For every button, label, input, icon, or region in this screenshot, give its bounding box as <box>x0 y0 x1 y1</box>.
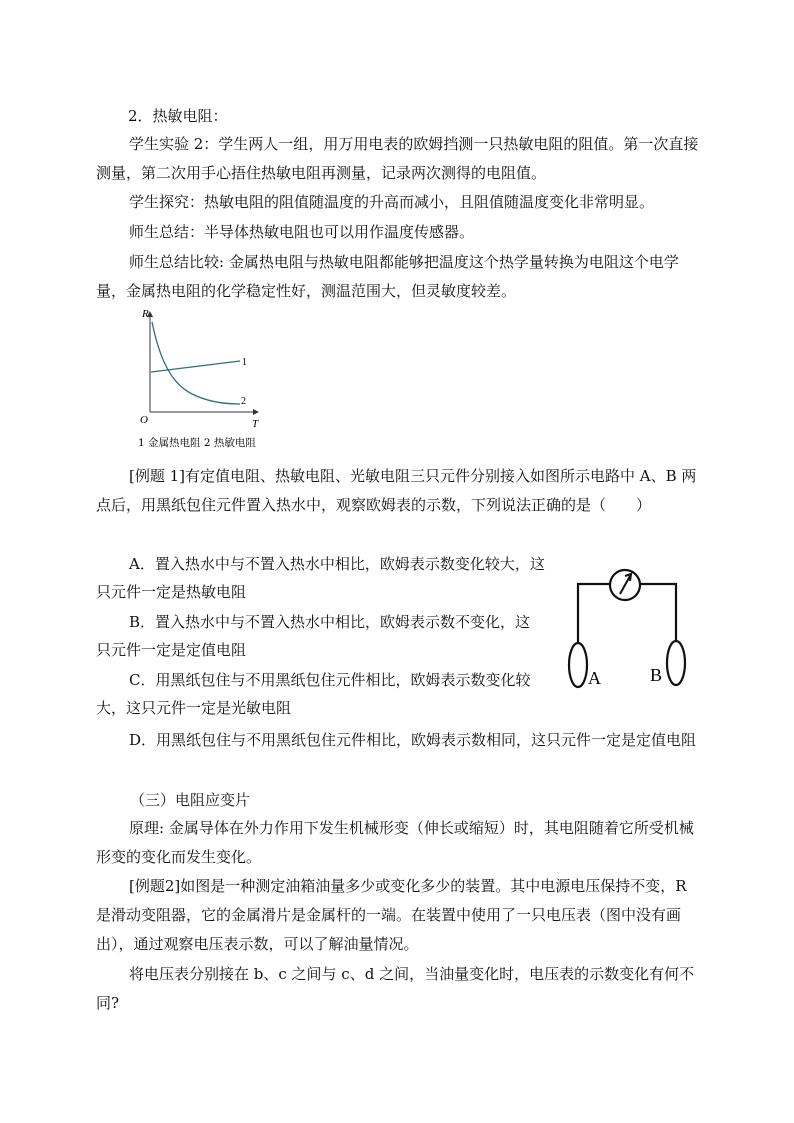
origin-label: O <box>140 414 148 426</box>
paragraph-explore: 学生探究：热敏电阻的阻值随温度的升高而减小，且阻值随温度变化非常明显。 <box>129 193 655 211</box>
paragraph-comparison: 师生总结比较: 金属热电阻与热敏电阻都能够把温度这个热学量转换为电阻这个电学量，金属热电阻的化学稳定性好，测温范围大，但灵敏度较差。 <box>96 253 679 300</box>
section-title-strain-gauge: （三）电阻应变片 <box>130 791 251 809</box>
example1-option-a: A．置入热水中与不置入热水中相比，欧姆表示数变化较大，这只元件一定是热敏电阻 <box>96 555 545 601</box>
terminal-b <box>667 641 685 685</box>
ohmmeter-circuit-diagram <box>552 558 702 690</box>
section-title-thermistor: 2．热敏电阻： <box>128 107 228 125</box>
example1-option-b: B．置入热水中与不置入热水中相比，欧姆表示数不变化，这只元件一定是定值电阻 <box>96 613 531 659</box>
y-axis-label: R <box>142 308 149 320</box>
curve2-label: 2 <box>241 396 246 407</box>
resistance-temperature-graph <box>130 306 280 456</box>
terminal-a-label: A <box>588 668 601 688</box>
example1-stem: [例题 1]有定值电阻、热敏电阻、光敏电阻三只元件分别接入如图所示电路中 A、B 两点后，用黑纸包住元件置入热水中，观察欧姆表的示数，下列说法正确的是（ ） <box>96 467 697 514</box>
paragraph-principle: 原理: 金属导体在外力作用下发生机械形变（伸长或缩短）时，其电阻随着它所受机械形变的变化而发生变化。 <box>96 819 694 866</box>
graph-caption: 1 金属热电阻 2 热敏电阻 <box>138 437 256 449</box>
x-axis-label: T <box>252 418 259 430</box>
paragraph-experiment: 学生实验 2：学生两人一组，用万用电表的欧姆挡测一只热敏电阻的阻值。第一次直接测量，第二次用手心捂住热敏电阻再测量，记录两次测得的电阻值。 <box>96 135 699 182</box>
example1-option-d: D．用黑纸包住与不用黑纸包住元件相比，欧姆表示数相同，这只元件一定是定值电阻 <box>129 731 697 749</box>
example2-text: [例题2]如图是一种测定油箱油量多少或变化多少的装置。其中电源电压保持不变，R 是滑动变阻器，它的金属滑片是金属杆的一端。在装置中使用了一只电压表（图中没有画出），通过观察电压表示数，可以了解油量情况。 <box>96 877 687 953</box>
terminal-b-label: B <box>650 665 663 685</box>
paragraph-question: 将电压表分别接在 b、c 之间与 c、d 之间，当油量变化时，电压表的示数变化有何不同? <box>96 965 695 1012</box>
paragraph-summary: 师生总结：半导体热敏电阻也可以用作温度传感器。 <box>129 223 475 241</box>
terminal-a <box>569 643 587 687</box>
curve1-label: 1 <box>242 357 247 368</box>
example1-option-c: C．用黑纸包住与不用黑纸包住元件相比，欧姆表示数变化较大，这只元件一定是光敏电阻 <box>96 671 531 717</box>
